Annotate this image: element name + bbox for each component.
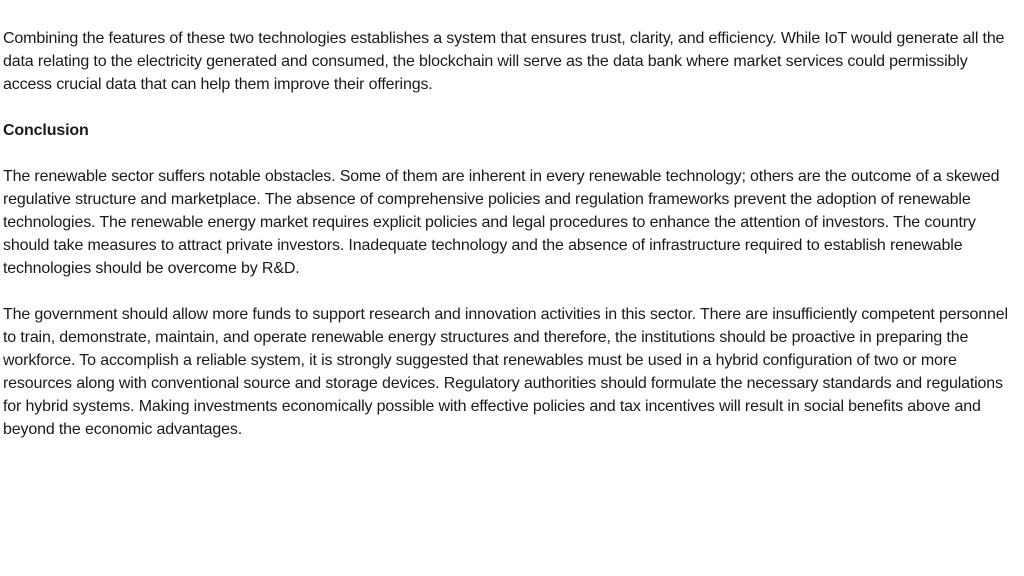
conclusion-paragraph-1: The renewable sector suffers notable obstacles. Some of them are inherent in every renewable technology; others are the outcome of a skewed regulative structure and marketplace. The absence of comprehensive policies and regulation frameworks prevent the adoption of renewable technologies. The renewable energy market requires explicit policies and legal procedures to enhance the attention of investors. The country should take measures to attract private investors. Inadequate technology and the absence of infrastructure required to establish renewable technologies should be overcome by R&D. (3, 168, 1000, 277)
conclusion-paragraph-2: The government should allow more funds to support research and innovation activities in this sector. There are insufficiently competent personnel to train, demonstrate, maintain, and operate renewable energy structures and therefore, the institutions should be proactive in preparing the workforce. To accomplish a reliable system, it is strongly suggested that renewables must be used in a hybrid configuration of two or more resources along with conventional source and storage devices. Regulatory authorities should formulate the necessary standards and regulations for hybrid systems. Making investments economically possible with effective policies and tax incentives will result in social benefits above and beyond the economic advantages. (3, 306, 1008, 438)
document-body (3, 27, 1019, 464)
section-heading-conclusion: Conclusion (3, 122, 89, 139)
intro-paragraph: Combining the features of these two technologies establishes a system that ensures trust, clarity, and efficiency. While IoT would generate all the data relating to the electricity generated and consumed, the blockchain will serve as the data bank where market services could permissibly access crucial data that can help them improve their offerings. (3, 30, 1005, 93)
